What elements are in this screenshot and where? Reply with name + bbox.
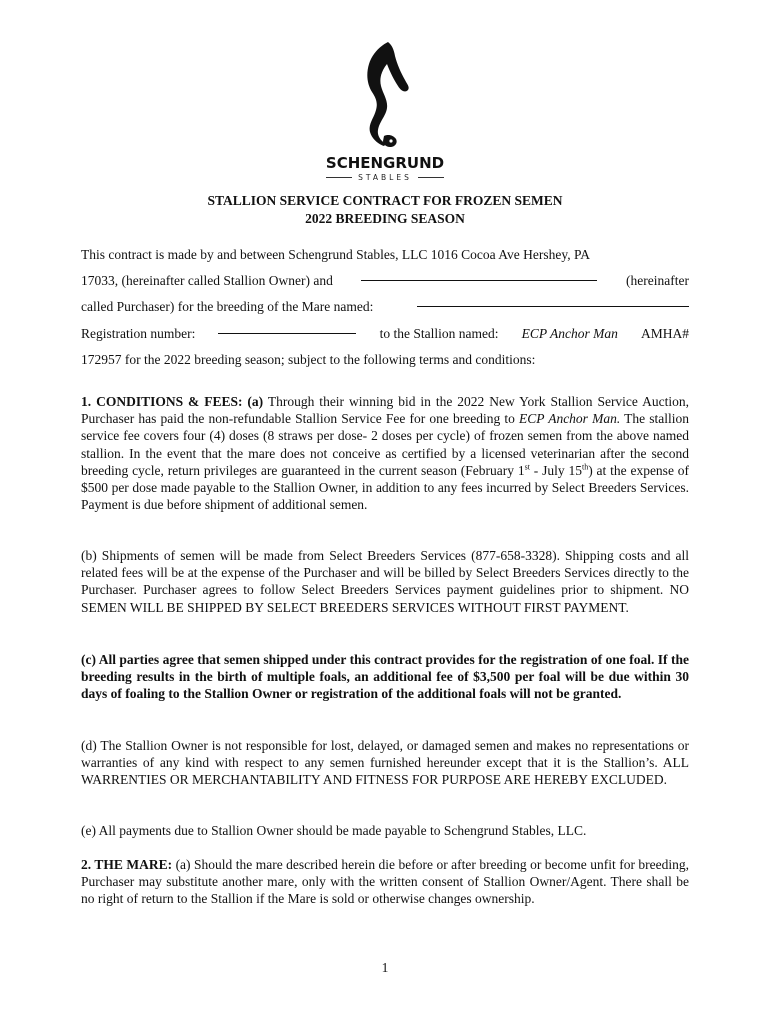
- paragraph-b-shipments: (b) Shipments of semen will be made from Select Breeders Services (877-658-3328). Shipping costs and all related fees will be at the expense of the Purchaser and will be billed by Select Breeders Services directly to the Purchaser. Purchaser agrees to follow Select Breeders Services payment guidelines prior to shipment. NO SEMEN WILL BE SHIPPED BY SELECT BREEDERS SERVICES WITHOUT FIRST PAYMENT.: [81, 548, 689, 615]
- brand-rule-right: [418, 177, 444, 178]
- intro-text-4a: Registration number:: [81, 325, 196, 341]
- registration-number-field[interactable]: [218, 321, 356, 334]
- brand-name: SCHENGRUND: [325, 154, 445, 172]
- purchaser-name-field[interactable]: [361, 268, 597, 281]
- contract-title: [0, 192, 770, 228]
- intro-text-3: called Purchaser) for the breeding of the Mare named:: [81, 299, 374, 315]
- intro-line-3: [81, 294, 689, 320]
- section-2-text: (a) Should the mare described herein die before or after breeding or become unfit for breeding, Purchaser may substitute another mare, only with the written consent of Stallion Owner/Agent. There shall be no right of return to the Stallion if the Mare is sold or otherwise changes ownership.: [81, 857, 690, 907]
- intro-text-2b: (hereinafter: [626, 273, 689, 289]
- section-1-text-d: ) at the expense of $500 per dose made payable to the Stallion Owner, in addition to any fees incurred by Select Breeders Services. Payment is due before shipment of additional semen.: [81, 462, 690, 513]
- section-1-conditions-fees: [81, 393, 689, 513]
- section-2-heading: 2. THE MARE:: [81, 857, 173, 872]
- intro-text-1: This contract is made by and between Schengrund Stables, LLC 1016 Cocoa Ave Hershey, PA: [81, 247, 591, 262]
- company-logo: [0, 40, 770, 182]
- paragraph-c-registration: (c) All parties agree that semen shipped under this contract provides for the registration of one foal. If the breeding results in the birth of multiple foals, an additional fee of $3,500 per foal will be due within 30 days of foaling to the Stallion Owner or registration of the additional foals will not be granted.: [81, 652, 689, 702]
- section-1-heading: 1. CONDITIONS & FEES: (a): [81, 394, 264, 409]
- brand-sub-text: STABLES: [358, 173, 412, 182]
- horse-head-icon: [350, 40, 420, 150]
- intro-text-4d: AMHA#: [640, 325, 689, 341]
- intro-text-5: 172957 for the 2022 breeding season; subject to the following terms and conditions:: [81, 351, 536, 367]
- section-1-sup-1: st: [524, 462, 530, 472]
- mare-name-field[interactable]: [417, 294, 689, 307]
- brand-subtitle: [0, 173, 770, 182]
- section-1-text-a: Through their winning bid in the 2022 New York Stallion Service Auction, Purchaser has paid the non-refundable Stallion Service Fee for one breeding to: [81, 394, 689, 427]
- intro-line-5: [81, 347, 689, 373]
- intro-line-1: [81, 242, 689, 268]
- section-1-text-c: - July 15: [529, 462, 582, 478]
- intro-text-4b: to the Stallion named:: [379, 325, 499, 341]
- title-line-2: 2022 BREEDING SEASON: [305, 211, 465, 226]
- stallion-name: ECP Anchor Man: [521, 325, 618, 341]
- section-2-the-mare: [81, 856, 689, 908]
- intro-paragraph: [81, 242, 689, 373]
- paragraph-d-liability: (d) The Stallion Owner is not responsible for lost, delayed, or damaged semen and makes no representations or warranties of any kind with respect to any semen furnished hereunder except that it is the Stallion’s. ALL WARRENTIES OR MERCHANTABILITY AND FITNESS FOR PURPOSE ARE HEREBY EXCLUDED.: [81, 738, 689, 788]
- paragraph-e-payments: (e) All payments due to Stallion Owner should be made payable to Schengrund Stables, LLC.: [81, 823, 587, 838]
- intro-line-4: [81, 321, 689, 347]
- brand-rule-left: [326, 177, 352, 178]
- intro-text-2a: 17033, (hereinafter called Stallion Owner) and: [81, 273, 333, 289]
- page-number: 1: [381, 960, 389, 975]
- section-1-stallion-name: ECP Anchor Man.: [519, 411, 621, 427]
- section-1-text-b: The stallion service fee covers four (4) doses (8 straws per dose- 2 doses per cycle) of frozen semen from the above named stallion. In the event that the mare does not conceive as certified by a licensed veterinarian after the second breeding cycle, return privileges are guaranteed in the current season (February 1: [81, 411, 689, 478]
- section-1-sup-2: th: [581, 462, 589, 472]
- intro-line-2: [81, 268, 689, 294]
- title-line-1: STALLION SERVICE CONTRACT FOR FROZEN SEMEN: [207, 193, 563, 208]
